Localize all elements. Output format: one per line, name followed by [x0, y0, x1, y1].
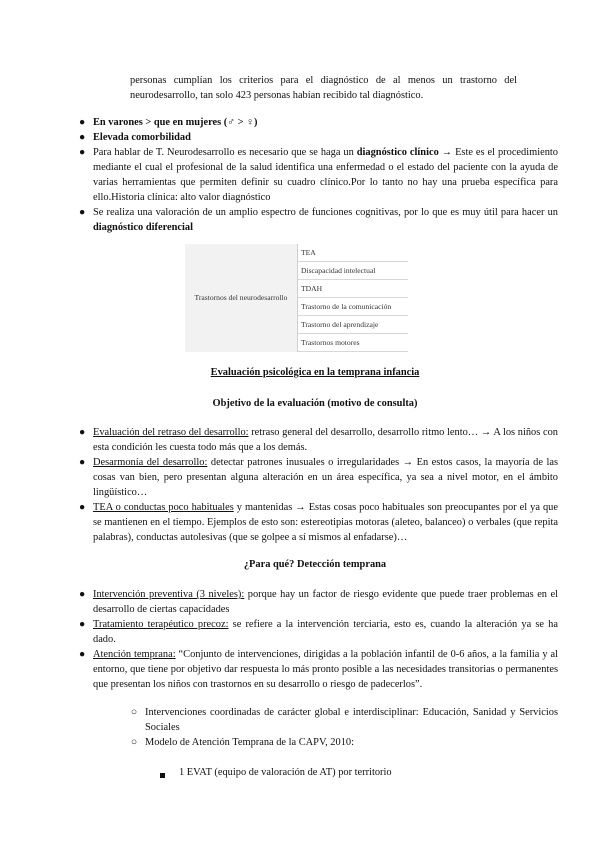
retraso-term: Evaluación del retraso del desarrollo:	[93, 427, 249, 438]
bullet-icon: ●	[79, 457, 86, 468]
retraso-text: retraso general del desarrollo, desarrollo ritmo lento… → A los niños con esta condición les cuesta todo más que a los demás.	[93, 427, 558, 453]
table-row: Trastornos motores	[298, 334, 409, 352]
bullet-atencion-temprana	[93, 647, 558, 692]
desarmonia-text: detectar patrones inusuales o irregularidades → En estos casos, la mayoría de las cosas van bien, pero presentan alguna alteración en un área específica, ya sea a nivel motor, en el ámbito lingüístico…	[93, 457, 558, 498]
desarmonia-term: Desarmonía del desarrollo:	[93, 457, 208, 468]
valoracion-pre: Se realiza una valoración de un amplio espectro de funciones cognitivas, por lo que es muy útil para hacer un	[93, 207, 558, 218]
section-subtitle-objetivo: Objetivo de la evaluación (motivo de consulta)	[212, 398, 418, 409]
diagnostico-pre: Para hablar de T. Neurodesarrollo es necesario que se haga un	[93, 147, 357, 158]
bullet-varones: En varones > que en mujeres (♂ > ♀)	[93, 117, 258, 128]
table-row: TEA	[298, 244, 409, 262]
bullet-icon: ●	[79, 502, 86, 513]
bullet-valoracion	[93, 205, 558, 235]
bullet-tea	[93, 500, 558, 545]
bullet-icon: ●	[79, 649, 86, 660]
bullet-icon: ●	[79, 427, 86, 438]
bullet-retraso	[93, 425, 558, 455]
tea-text: y mantenidas → Estas cosas poco habituales son preocupantes por el ya que se mantienen en el tiempo. Ejemplos de esto son: estereotipias motoras (aleteo, balanceo) o verbales (que repita palabras), conductas autolesivas (que se golpee a sí mismos al enfadarse)…	[93, 502, 558, 543]
bullet-icon: ●	[79, 207, 86, 218]
bullet-icon: ●	[79, 117, 86, 128]
subbullet-evat: 1 EVAT (equipo de valoración de AT) por territorio	[179, 767, 392, 778]
intro-line-1: personas cumplían los criterios para el diagnóstico de al menos un trastorno del	[130, 75, 517, 86]
preventiva-text: porque hay un factor de riesgo evidente que puede traer problemas en el desarrollo de ciertas capacidades	[93, 589, 558, 615]
square-bullet-icon	[160, 768, 165, 783]
circle-bullet-icon: ○	[130, 707, 138, 718]
precoz-text: se refiere a la intervención terciaria, esto es, cuando la alteración ya se ha dado.	[93, 619, 558, 645]
section-title-evaluacion: Evaluación psicológica en la temprana infancia	[210, 367, 420, 378]
section-title-deteccion: ¿Para qué? Detección temprana	[243, 559, 387, 570]
table-row: TDAH	[298, 280, 409, 298]
diagnostico-diferencial-term: diagnóstico diferencial	[93, 222, 193, 233]
circle-bullet-icon: ○	[130, 737, 138, 748]
bullet-intervencion-preventiva	[93, 587, 558, 617]
diagnostico-clinico-term: diagnóstico clínico	[356, 147, 439, 158]
neurodesarrollo-table	[185, 244, 408, 352]
atencion-term: Atención temprana:	[93, 649, 176, 660]
tea-term: TEA o conductas poco habituales	[93, 502, 234, 513]
table-label: Trastornos del neurodesarrollo	[185, 244, 298, 352]
intro-line-2: neurodesarrollo, tan solo 423 personas habían recibido tal diagnóstico.	[130, 90, 424, 101]
bullet-icon: ●	[79, 619, 86, 630]
bullet-diagnostico-clinico	[93, 145, 558, 205]
bullet-tratamiento-precoz	[93, 617, 558, 647]
bullet-icon: ●	[79, 132, 86, 143]
intro-paragraph	[130, 73, 517, 103]
atencion-text: “Conjunto de intervenciones, dirigidas a la población infantil de 0-6 años, a la familia y al entorno, que tiene por objetivo dar respuesta lo más pronto posible a las necesidades transitorias o permanentes que presentan los niños con trastornos en su desarrollo o riesgo de padecerlos”.	[93, 649, 558, 690]
bullet-icon: ●	[79, 147, 86, 158]
preventiva-term: Intervención preventiva (3 niveles):	[93, 589, 245, 600]
bullet-icon: ●	[79, 589, 86, 600]
bullet-desarmonia	[93, 455, 558, 500]
table-row: Discapacidad intelectual	[298, 262, 409, 280]
subbullet-modelo-capv: Modelo de Atención Temprana de la CAPV, 2010:	[145, 737, 354, 748]
bullet-comorbilidad: Elevada comorbilidad	[93, 132, 191, 143]
table-row: Trastorno del aprendizaje	[298, 316, 409, 334]
table-row: Trastorno de la comunicación	[298, 298, 409, 316]
precoz-term: Tratamiento terapéutico precoz:	[93, 619, 229, 630]
subbullet-intervenciones: Intervenciones coordinadas de carácter global e interdisciplinar: Educación, Sanidad y Servicios Sociales	[145, 707, 558, 733]
diagnostico-post: → Este es el procedimiento mediante el cual el profesional de la salud identifica una enfermedad o el estado del paciente con la ayuda de varias herramientas que permiten definir su cuadro clínico.Por lo tanto no hay una prueba específica para ello.Historia clínica: alto valor diagnóstico	[93, 147, 558, 203]
